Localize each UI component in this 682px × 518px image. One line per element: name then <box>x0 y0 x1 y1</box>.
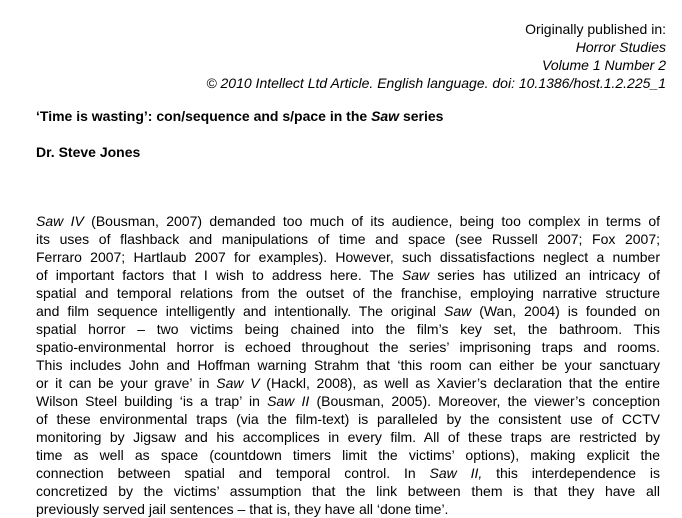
body-text-run: Wilson Steel building ‘is a trap’ in <box>36 393 268 409</box>
film-title: Saw V <box>216 375 260 391</box>
title-text-before: ‘Time is wasting’: con/sequence and s/pace in the <box>36 108 372 124</box>
body-line <box>36 266 660 284</box>
body-text-run: time as well as space (countdown timers limit the victims’ options), making explicit the <box>36 447 660 463</box>
body-text-run: spatial and temporal relations from the outset of the franchise, employing narrative structure <box>36 285 660 301</box>
body-line <box>36 374 660 392</box>
body-text-run: of important factors that I wish to address here. The <box>36 267 402 283</box>
film-title: Saw <box>401 267 430 283</box>
film-title: Saw II, <box>429 465 483 481</box>
body-text-run: or it can be your grave’ in <box>36 375 217 391</box>
body-text-run: series has utilized an intricacy of <box>429 267 660 283</box>
body-text-run: spatial horror – two victims being chained into the film’s key set, the bathroom. This <box>36 321 660 337</box>
body-line <box>36 500 660 518</box>
body-line <box>36 230 660 248</box>
originally-published-label: Originally published in: <box>525 21 666 37</box>
body-text-run: (Hackl, 2008), as well as Xavier’s declaration that the entire <box>259 375 660 391</box>
body-line <box>36 482 660 500</box>
body-text-run: concretized by the victims’ assumption that the link between them is that they have all <box>36 483 660 499</box>
body-text-run: Ferraro 2007; Hartlaub 2007 for examples). However, such dissatisfactions neglect a number <box>36 249 660 265</box>
copyright-doi: © 2010 Intellect Ltd Article. English language. doi: 10.1386/host.1.2.225_1 <box>206 75 666 91</box>
film-title: Saw II <box>267 393 310 409</box>
body-text-run: monitoring by Jigsaw and his accomplices in every film. All of these traps are restricted by <box>36 429 660 445</box>
body-line <box>36 428 660 446</box>
body-text-run: of these environmental traps (via the film-text) is paralleled by the consistent use of CCTV <box>36 411 660 427</box>
body-text-run: connection between spatial and temporal control. In <box>36 465 430 481</box>
body-line <box>36 392 660 410</box>
body-line <box>36 410 660 428</box>
journal-name: Horror Studies <box>575 39 666 55</box>
body-text-run: (Wan, 2004) is founded on <box>471 303 660 319</box>
body-text-run: This includes John and Hoffman warning Strahm that ‘this room can either be your sanctuary <box>36 357 660 373</box>
body-text-run: previously served jail sentences – that is, they have all ‘done time’. <box>36 501 449 517</box>
journal-volume: Volume 1 Number 2 <box>542 57 666 73</box>
body-line <box>36 320 660 338</box>
article-title <box>36 108 443 124</box>
body-text-run: and film sequence intelligently and intentionally. The original <box>36 303 444 319</box>
body-text-run: (Bousman, 2007) demanded too much of its audience, being too complex in terms of <box>83 213 660 229</box>
body-line <box>36 356 660 374</box>
publication-header <box>206 20 666 92</box>
body-line <box>36 446 660 464</box>
body-line <box>36 464 660 482</box>
film-title: Saw IV <box>36 213 84 229</box>
body-line <box>36 284 660 302</box>
title-text-after: series <box>399 108 444 124</box>
body-line <box>36 338 660 356</box>
body-text-run: spatio-environmental horror is echoed throughout the series’ imprisoning traps and rooms. <box>36 339 660 355</box>
body-text-run: (Bousman, 2005). Moreover, the viewer’s conception <box>309 393 660 409</box>
body-line <box>36 248 660 266</box>
body-text-run: this interdependence is <box>482 465 661 481</box>
body-paragraph <box>36 212 660 518</box>
title-text-italic: Saw <box>371 108 400 124</box>
body-line <box>36 302 660 320</box>
article-author: Dr. Steve Jones <box>36 144 141 160</box>
body-text-run: its uses of flashback and manipulations of time and space (see Russell 2007; Fox 2007; <box>36 231 660 247</box>
body-line <box>36 212 660 230</box>
film-title: Saw <box>444 303 472 319</box>
